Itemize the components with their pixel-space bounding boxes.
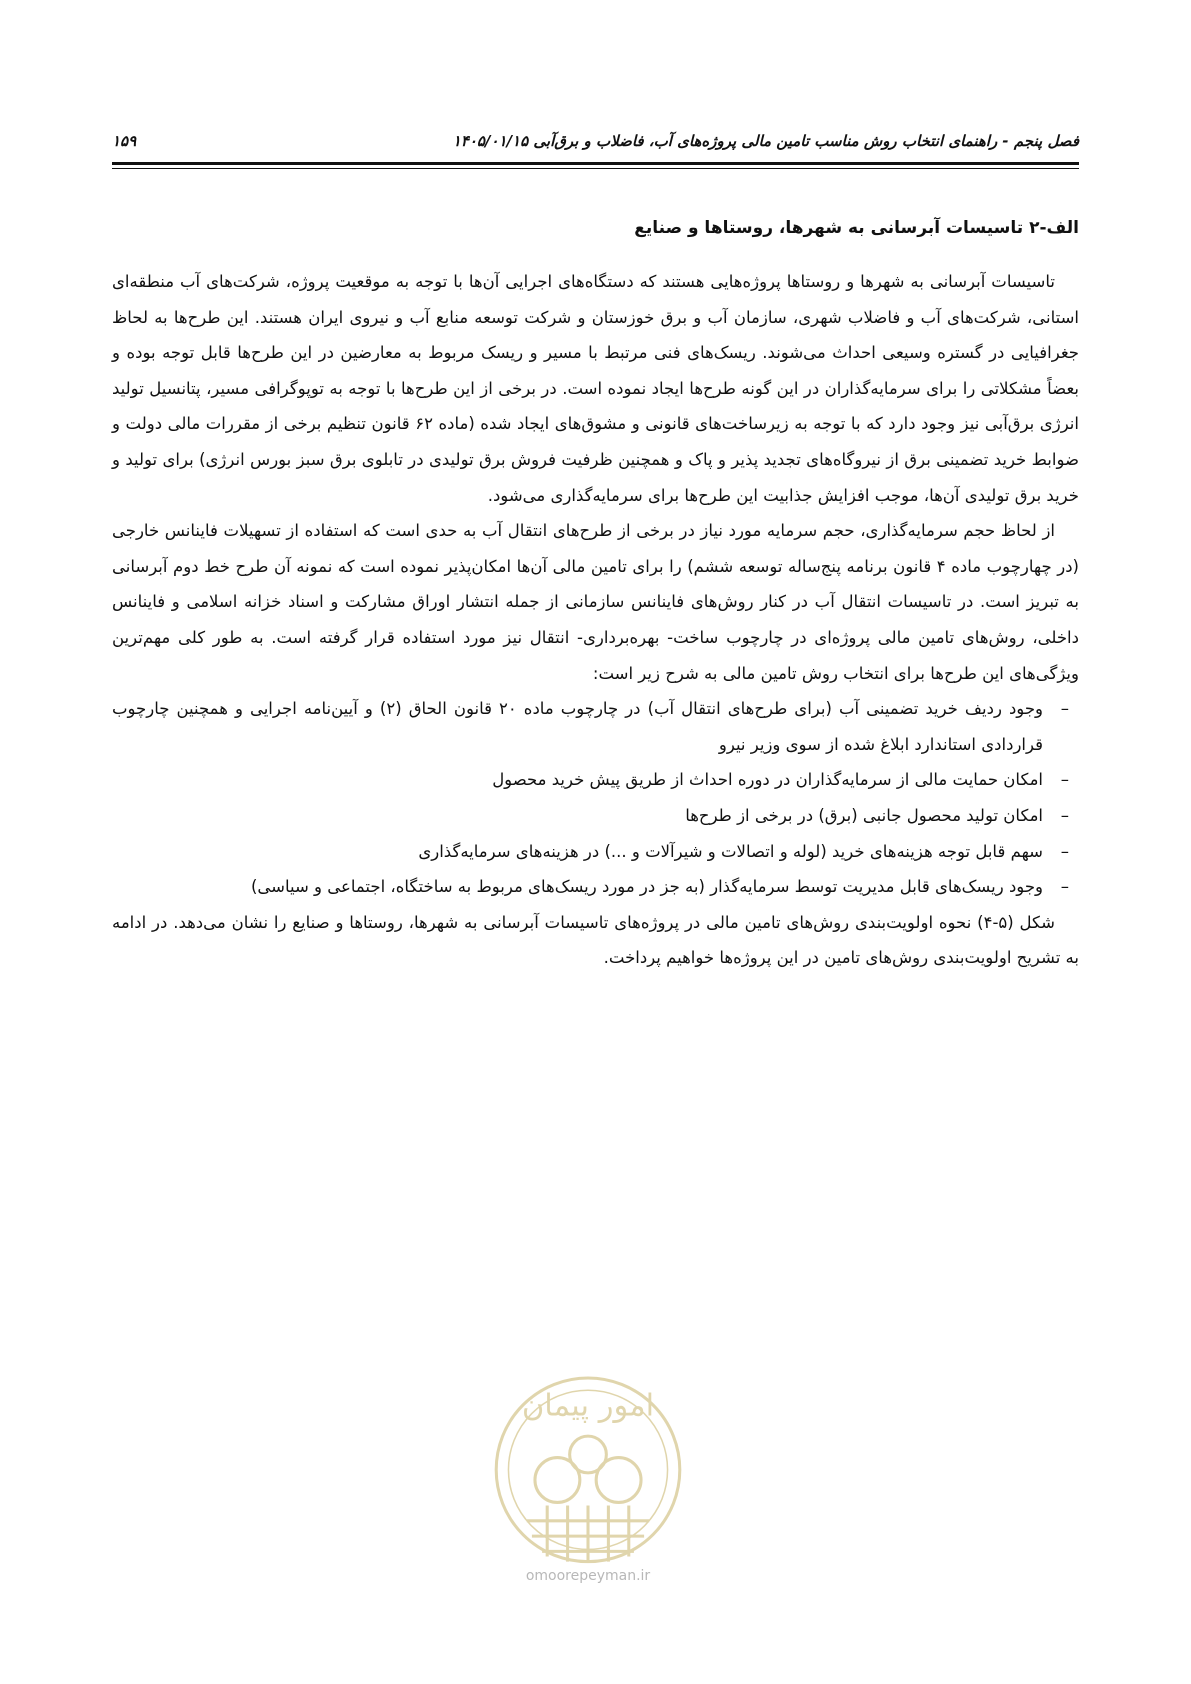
list-item-text: وجود ردیف خرید تضمینی آب (برای طرح‌های انتقال آب) در چارچوب ماده ۲۰ قانون الحاق (۲) و آیین‌نامه اجرایی و همچنین چارچوب قراردادی استاندارد ابلاغ شده از سوی وزیر نیرو — [112, 699, 1043, 754]
list-item — [112, 762, 1079, 798]
list-item-text: سهم قابل توجه هزینه‌های خرید (لوله و اتصالات و شیرآلات و ...) در هزینه‌های سرمایه‌گذاری — [418, 841, 1043, 861]
list-item — [112, 691, 1079, 762]
dash-bullet-icon: – — [1060, 805, 1069, 825]
watermark-url: omoorepeyman.ir — [525, 1568, 651, 1584]
list-item-text: وجود ریسک‌های قابل مدیریت توسط سرمایه‌گذار (به جز در مورد ریسک‌های مربوط به ساختگاه، اجتماعی و سیاسی) — [250, 877, 1043, 897]
page-number: ۱۵۹ — [112, 132, 137, 150]
feature-list — [112, 691, 1079, 905]
header-rule-thin — [112, 168, 1079, 169]
list-item — [112, 834, 1079, 870]
dash-bullet-icon: – — [1060, 877, 1069, 897]
page-header — [112, 128, 1079, 158]
section-title: الف-۲ تاسیسات آبرسانی به شهرها، روستاها و صنایع — [634, 218, 1079, 238]
list-item — [112, 798, 1079, 834]
paragraph-2: از لحاظ حجم سرمایه‌گذاری، حجم سرمایه مورد نیاز در برخی از طرح‌های انتقال آب به حدی است که استفاده از تسهیلات فاینانس خارجی (در چهارچوب ماده ۴ قانون برنامه پنج‌ساله توسعه ششم) را برای تامین مالی آن‌ها امکان‌پذیر نموده است که نمونه آن طرح خط دوم آبرسانی به تبریز است. در تاسیسات انتقال آب در کنار روش‌های فاینانس سازمانی از جمله انتشار اوراق مشارکت و اسناد خزانه اسلامی و فاینانس داخلی، روش‌های تامین مالی پروژه‌ای در چارچوب ساخت- بهره‌برداری- انتقال نیز مورد استفاده قرار گرفته است. به طور کلی مهم‌ترین ویژگی‌های این طرح‌ها برای انتخاب روش تامین مالی به شرح زیر است: — [112, 521, 1079, 683]
list-item-text: امکان تولید محصول جانبی (برق) در برخی از طرح‌ها — [685, 805, 1043, 825]
paragraph-1: تاسیسات آبرسانی به شهرها و روستاها پروژه‌هایی هستند که دستگاه‌های اجرایی آن‌ها با توجه به موقعیت پروژه، شرکت‌های آب منطقه‌ای استانی، شرکت‌های آب و فاضلاب شهری، سازمان آب و برق خوزستان و شرکت توسعه منابع آب و نیروی ایران هستند. این طرح‌ها به لحاظ جغرافیایی در گستره وسیعی احداث می‌شوند. ریسک‌های فنی مرتبط با مسیر و ریسک مربوط به معارضین در این طرح‌ها قابل توجه بوده و بعضاً مشکلاتی را برای سرمایه‌گذاران در این گونه طرح‌ها ایجاد نموده است. در برخی از این طرح‌ها با توجه به توپوگرافی مسیر، پتانسیل تولید انرژی برق‌آبی نیز وجود دارد که با توجه به زیرساخت‌های قانونی و مشوق‌های ایجاد شده (ماده ۶۲ قانون تنظیم برخی از مقررات مالی دولت و ضوابط خرید تضمینی برق از نیروگاه‌های تجدید پذیر و پاک و همچنین ظرفیت فروش برق تولیدی در تابلوی برق سبز بورس انرژی) برای تولید و خرید برق تولیدی آن‌ها، موجب افزایش جذابیت این طرح‌ها برای سرمایه‌گذاری می‌شود. — [112, 272, 1079, 505]
dash-bullet-icon: – — [1060, 770, 1069, 790]
header-rule-thick — [112, 162, 1079, 165]
closing-paragraph: شکل (۵-۴) نحوه اولویت‌بندی روش‌های تامین مالی در پروژه‌های تاسیسات آبرسانی به شهرها، روستاها و صنایع را نشان می‌دهد. در ادامه به تشریح اولویت‌بندی روش‌های تامین در این پروژه‌ها خواهیم پرداخت. — [112, 912, 1079, 968]
header-title: فصل پنجم - راهنمای انتخاب روش مناسب تامین مالی پروژه‌های آب، فاضلاب و برق‌آبی ۱۴۰۵/۰۱/۱۵ — [452, 132, 1079, 150]
list-item-text: امکان حمایت مالی از سرمایه‌گذاران در دوره احداث از طریق پیش خرید محصول — [492, 770, 1043, 790]
list-item — [112, 869, 1079, 905]
body-text — [112, 264, 1079, 976]
dash-bullet-icon: – — [1060, 699, 1069, 719]
dash-bullet-icon: – — [1060, 841, 1069, 861]
watermark-logo-text: امور پیمان — [521, 1388, 655, 1424]
